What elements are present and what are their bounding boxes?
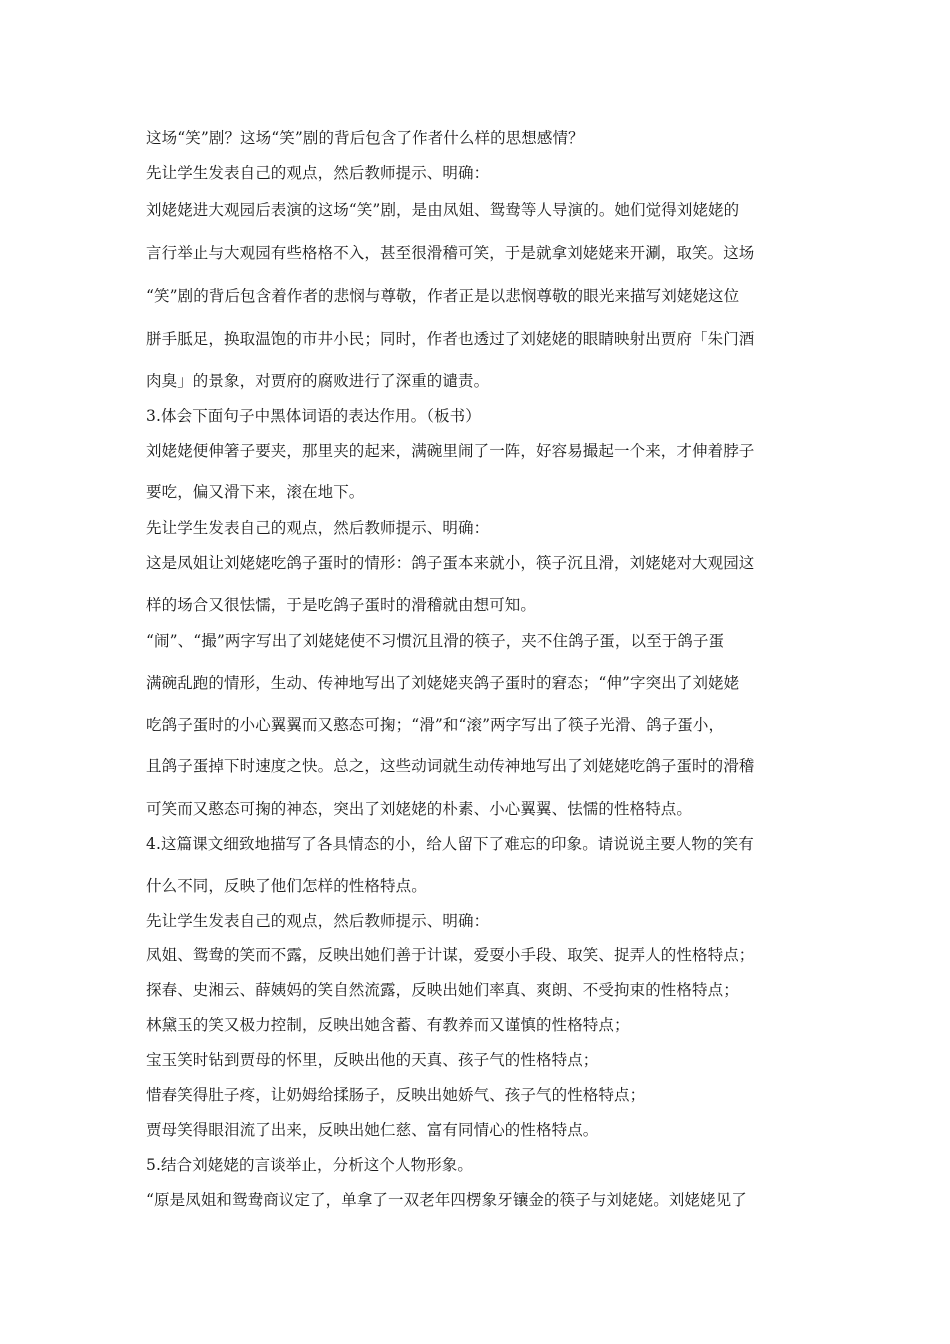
text-line: 5.结合刘姥姥的言谈举止，分析这个人物形象。 — [146, 1156, 473, 1174]
text-line: 3.体会下面句子中黑体词语的表达作用。（板书） — [146, 407, 481, 425]
text-line: 可笑而又憨态可掬的神态，突出了刘姥姥的朴素、小心翼翼、怯懦的性格特点。 — [146, 800, 693, 818]
text-line: 先让学生发表自己的观点，然后教师提示、明确： — [146, 164, 490, 182]
text-line: 什么不同，反映了他们怎样的性格特点。 — [146, 877, 427, 895]
text-line: 言行举止与大观园有些格格不入，甚至很滑稽可笑，于是就拿刘姥姥来开涮，取笑。这场 — [146, 244, 755, 262]
text-line: 这是凤姐让刘姥姥吃鸽子蛋时的情形：鸽子蛋本来就小，筷子沉且滑，刘姥姥对大观园这 — [146, 554, 755, 572]
text-line: 先让学生发表自己的观点，然后教师提示、明确： — [146, 912, 490, 930]
text-line: 刘姥姥便伸箸子要夹，那里夹的起来，满碗里闹了一阵，好容易撮起一个来，才伸着脖子 — [146, 442, 755, 460]
text-line: 且鸽子蛋掉下时速度之快。总之，这些动词就生动传神地写出了刘姥姥吃鸽子蛋时的滑稽 — [146, 757, 755, 775]
text-line: 惜春笑得肚子疼，让奶姆给揉肠子，反映出她娇气、孩子气的性格特点； — [146, 1086, 646, 1104]
text-line: 满碗乱跑的情形，生动、传神地写出了刘姥姥夹鸽子蛋时的窘态；“伸”字突出了刘姥姥 — [146, 674, 740, 692]
text-line: “闹”、“撮”两字写出了刘姥姥使不习惯沉且滑的筷子，夹不住鸽子蛋，以至于鸽子蛋 — [146, 632, 725, 650]
text-line: “原是凤姐和鸳鸯商议定了，单拿了一双老年四楞象牙镶金的筷子与刘姥姥。刘姥姥见了 — [146, 1191, 747, 1209]
text-line: 要吃，偏又滑下来，滚在地下。 — [146, 483, 365, 501]
text-line: 林黛玉的笑又极力控制，反映出她含蓄、有教养而又谨慎的性格特点； — [146, 1016, 630, 1034]
text-line: 贾母笑得眼泪流了出来，反映出她仁慈、富有同情心的性格特点。 — [146, 1121, 599, 1139]
text-line: 宝玉笑时钻到贾母的怀里，反映出他的天真、孩子气的性格特点； — [146, 1051, 599, 1069]
text-line: 4.这篇课文细致地描写了各具情态的小，给人留下了难忘的印象。请说说主要人物的笑有 — [146, 835, 754, 853]
text-line: 样的场合又很怯懦，于是吃鸽子蛋时的滑稽就由想可知。 — [146, 596, 537, 614]
text-line: 先让学生发表自己的观点，然后教师提示、明确： — [146, 519, 490, 537]
text-line: 吃鸽子蛋时的小心翼翼而又憨态可掬；“滑”和“滚”两字写出了筷子光滑、鸽子蛋小， — [146, 716, 725, 734]
text-line: “笑”剧的背后包含着作者的悲悯与尊敬，作者正是以悲悯尊敬的眼光来描写刘姥姥这位 — [146, 287, 740, 305]
text-line: 刘姥姥进大观园后表演的这场“笑”剧，是由凤姐、鸳鸯等人导演的。她们觉得刘姥姥的 — [146, 201, 740, 219]
text-line: 肉臭」的景象，对贾府的腐败进行了深重的谴责。 — [146, 372, 490, 390]
text-line: 这场“笑”剧？这场“笑”剧的背后包含了作者什么样的思想感情？ — [146, 129, 584, 147]
text-line: 探春、史湘云、薛姨妈的笑自然流露，反映出她们率真、爽朗、不受拘束的性格特点； — [146, 981, 739, 999]
text-line: 凤姐、鸳鸯的笑而不露，反映出她们善于计谋，爱耍小手段、取笑、捉弄人的性格特点； — [146, 946, 755, 964]
text-line: 胼手胝足，换取温饱的市井小民；同时，作者也透过了刘姥姥的眼睛映射出贾府「朱门酒 — [146, 330, 755, 348]
